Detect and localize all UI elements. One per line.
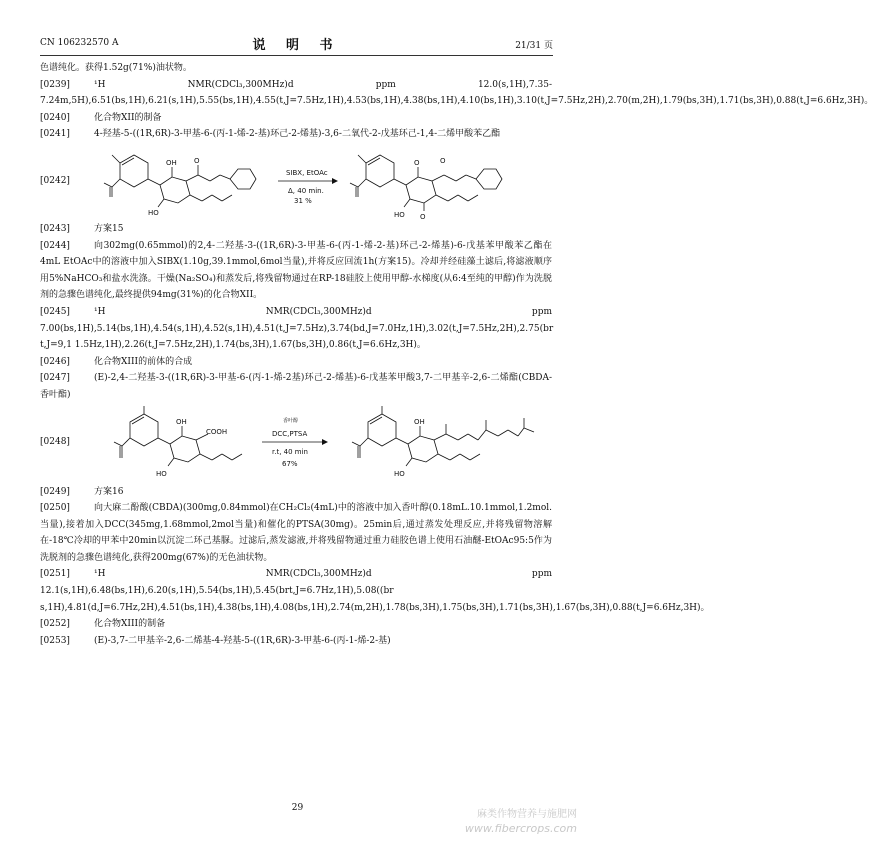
reaction-diagram	[100, 404, 540, 484]
paragraph-text: 化合物XII的制备	[94, 112, 162, 123]
paragraph-number: [0252]	[40, 619, 70, 630]
paragraph	[40, 110, 552, 127]
product-structure	[350, 155, 502, 211]
paragraph-number: [0244]	[40, 240, 70, 251]
paragraph	[40, 370, 552, 403]
paragraph	[40, 484, 552, 501]
hydroxyl-label: HO	[394, 210, 405, 219]
paragraph-text: 向大麻二酚酸(CBDA)(300mg,0.84mmol)在CH₂Cl₂(4mL)中的溶液中加入香叶醇(0.18mL.10.1mmol,1.2mol.当量),接着加入DCC(345mg,1.68mmol,2mol当量)和催化的PTSA(30mg)。25min后,通过蒸发处理反应,并将残留物溶解在-18℃冷却的甲苯中20min以沉淀二环己基脲。过滤后,蒸发滤液,并将残留物通过重力硅胶色谱上使用石油醚-EtOAc95:5作为洗脱剂的急骤色谱纯化,获得200mg(67%)的无色油状物。	[40, 503, 552, 563]
reaction-diagram	[100, 143, 540, 221]
reaction-yield: 31 %	[294, 196, 312, 205]
paragraph	[40, 616, 552, 633]
arrow-head	[322, 439, 328, 445]
paragraph-number: [0250]	[40, 503, 70, 514]
watermark-url: www.fibercrops.com	[464, 822, 577, 835]
carbonyl-label: O	[420, 212, 426, 221]
paragraph	[40, 126, 552, 143]
paragraph-text: 色谱纯化。获得1.52g(71%)油状物。	[40, 63, 192, 73]
paragraph-text: ¹H NMR(CDCl₃,300MHz)d ppm 7.00(bs,1H),5.14(bs,1H),4.54(s,1H),4.52(s,1H),4.51(t,J=7.5Hz),3.74(bd,J=7.0Hz,1H),3.02(t,J=7.5Hz,2H),2.75(br t,J=9,1 1.5Hz,1H),2.26(t,J=7.5Hz,2H),1.74(bs,3H),1.67(bs,3H),0.86(t,J=6.6Hz,3H)。	[40, 306, 554, 351]
paragraph	[40, 60, 552, 77]
paragraph-text: (E)-3,7-二甲基辛-2,6-二烯基-4-羟基-5-((1R,6R)-3-甲基-6-(丙-1-烯-2-基)	[94, 635, 391, 646]
paragraph	[40, 354, 552, 371]
reagent-geraniol: 香叶醇	[283, 417, 299, 424]
arrow-head	[332, 178, 338, 184]
paragraph-number: [0253]	[40, 635, 70, 646]
paragraph-text: 方案16	[94, 486, 124, 497]
paragraph-number: [0251]	[40, 569, 70, 580]
reaction-conditions: r.t, 40 min	[272, 447, 308, 456]
paragraph-number: [0247]	[40, 373, 70, 384]
reactant-structure	[104, 155, 256, 207]
reaction-reagents: SIBX, EtOAc	[286, 168, 328, 177]
carbonyl-label: O	[194, 156, 200, 165]
reaction-reagents: DCC,PTSA	[272, 429, 308, 438]
header-rule	[40, 55, 553, 56]
paragraph-number: [0245]	[40, 306, 70, 317]
carbonyl-label: O	[414, 158, 420, 167]
page-header	[40, 36, 553, 52]
watermark-cn: 麻类作物营养与施肥网	[477, 809, 577, 820]
reaction-conditions: Δ, 40 min.	[288, 186, 324, 195]
paragraph-number: [0243]	[40, 223, 70, 234]
carbonyl-label: O	[440, 156, 446, 165]
paragraph-text: 向302mg(0.65mmol)的2,4-二羟基-3-((1R,6R)-3-甲基-6-(丙-1-烯-2-基)环己-2-烯基)-6-戊基苯甲酸苯乙酯在4mL EtOAc中的溶液中加入SIBX(1.10g,39.1mmol,6mol当量),并将反应回流1h(方案15)。冷却并经硅藻土滤后,将滤液顺序用5%NaHCO₃和盐水洗涤。干燥(Na₂SO₄)和蒸发后,将残留物通过在RP-18硅胶上使用甲醇-水梯度(从6:4至纯的甲醇)作为洗脱剂的急骤色谱纯化,最终提供94mg(31%)的化合物XII。	[40, 240, 552, 301]
paragraph-text: ¹H NMR(CDCl₃,300MHz)d ppm 12.0(s,1H),7.35-7.24m,5H),6.51(bs,1H),6.21(s,1H),5.55(bs,1H),4.55(t,J=7.5Hz,1H),4.53(bs,1H),4.38(bs,1H),4.10(bs,1H),3.10(t,J=7.5Hz,2H),2.70(m,2H),1.79(bs,3H),1.71(bs,3H),0.88(t,J=6.6Hz,3H)。	[40, 79, 873, 107]
hydroxyl-label: HO	[156, 469, 167, 478]
paragraph-number: [0248]	[40, 436, 70, 447]
paragraph	[40, 221, 552, 238]
watermark	[465, 808, 577, 836]
document-title: 说 明 书	[252, 38, 341, 53]
paragraph-text: 化合物XIII的制备	[94, 619, 166, 630]
paragraph-number: [0241]	[40, 129, 70, 140]
paragraph	[40, 633, 552, 650]
page-indicator: 21/31 页	[515, 41, 553, 51]
paragraph-number: [0240]	[40, 112, 70, 123]
reactant-structure	[114, 406, 242, 466]
paragraph	[40, 500, 552, 566]
paragraph	[40, 566, 710, 616]
document-body	[40, 60, 873, 649]
paragraph-number: [0249]	[40, 486, 70, 497]
paragraph	[40, 77, 873, 110]
page-number: 29	[291, 803, 304, 813]
hydroxyl-label: HO	[394, 469, 405, 478]
paragraph-text: 化合物XIII的前体的合成	[94, 356, 193, 367]
paragraph-text: 方案15	[94, 223, 124, 234]
hydroxyl-label: OH	[176, 417, 187, 426]
paragraph-text: 4-羟基-5-((1R,6R)-3-甲基-6-(丙-1-烯-2-基)环己-2-烯基)-3,6-二氧代-2-戊基环己-1,4-二烯甲酸苯乙酯	[94, 129, 501, 140]
reaction-scheme-15	[40, 143, 552, 221]
product-structure	[352, 406, 534, 466]
paragraph	[40, 238, 552, 304]
patent-number: CN 106232570 A	[40, 38, 119, 48]
paragraph-number: [0246]	[40, 356, 70, 367]
reaction-yield: 67%	[282, 459, 298, 468]
paragraph-text: ¹H NMR(CDCl₃,300MHz)d ppm 12.1(s,1H),6.48(bs,1H),6.20(s,1H),5.54(bs,1H),5.45(brt,J=6.7Hz,1H),5.08((br s,1H),4.81(d,J=6.7Hz,2H),4.51(bs,1H),4.38(bs,1H),4.08(bs,1H),2.74(m,2H),1.78(bs,3H),1.75(bs,3H),1.71(bs,3H),1.67(bs,3H),0.88(t,J=6.6Hz,3H)。	[40, 569, 710, 613]
hydroxyl-label: HO	[148, 208, 159, 217]
paragraph	[40, 304, 552, 354]
hydroxyl-label: OH	[166, 158, 177, 167]
paragraph-text: (E)-2,4-二羟基-3-((1R,6R)-3-甲基-6-(丙-1-烯-2基)环己-2-烯基)-6-戊基苯甲酸3,7-二甲基辛-2,6-二烯酯(CBDA-香叶酯)	[40, 373, 552, 400]
carboxyl-label: COOH	[206, 427, 228, 436]
paragraph-number: [0242]	[40, 175, 70, 186]
hydroxyl-label: OH	[414, 417, 425, 426]
reaction-scheme-16	[40, 404, 552, 484]
paragraph-number: [0239]	[40, 79, 70, 90]
